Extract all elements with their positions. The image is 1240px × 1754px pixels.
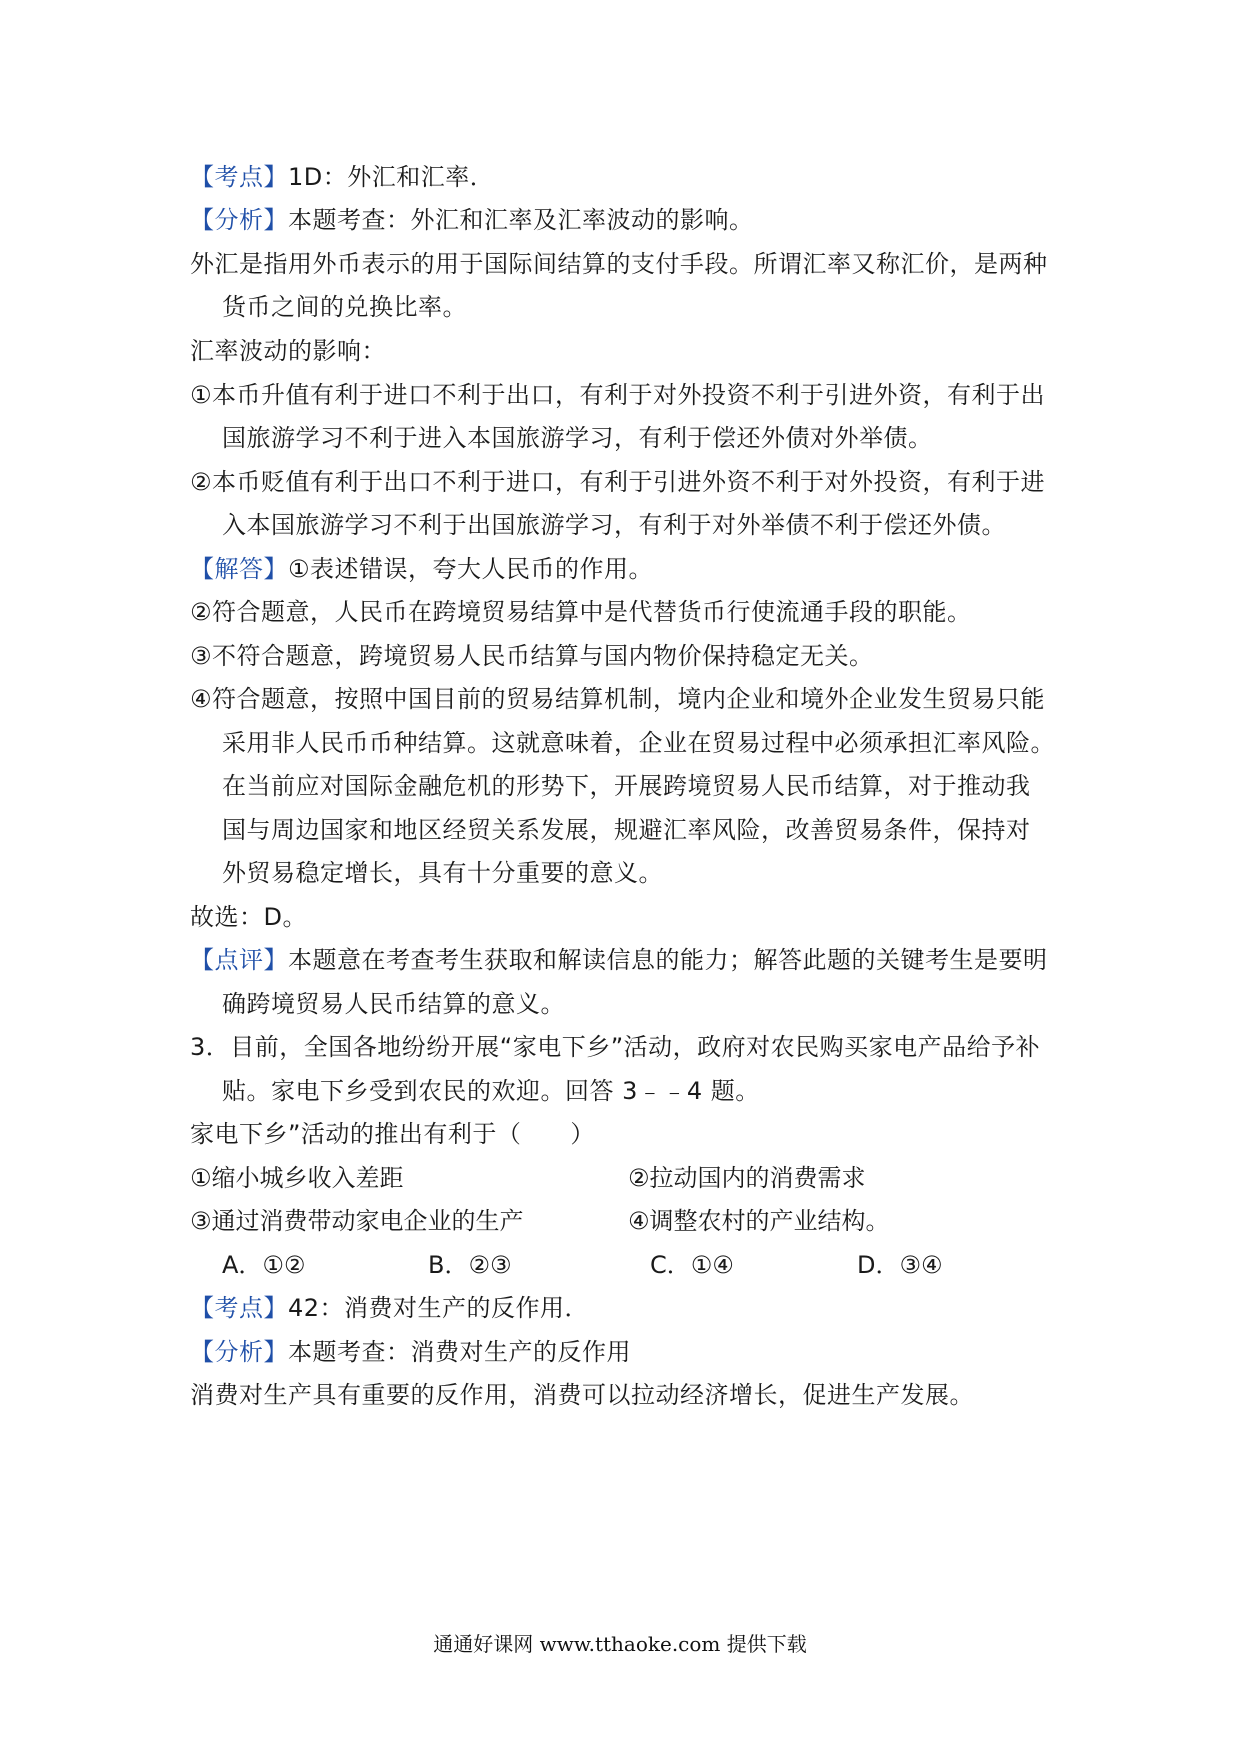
kaodian-text: 1D：外汇和汇率． — [288, 163, 495, 191]
fenxi-text: 本题考查：外汇和汇率及汇率波动的影响。 — [288, 206, 754, 234]
dianping-text: 本题意在考查考生获取和解读信息的能力；解答此题的关键考生是要明 — [288, 946, 1048, 974]
paragraph-line: ①本币升值有利于进口不利于出口，有利于对外投资不利于引进外资，有利于出 — [190, 381, 1046, 409]
paragraph-line: 采用非人民币币种结算。这就意味着，企业在贸易过程中必须承担汇率风险。 — [222, 729, 1055, 757]
paragraph-line: 货币之间的兑换比率。 — [222, 293, 467, 321]
kaodian-tag: 【考点】 — [190, 163, 288, 191]
kaodian-line — [190, 1288, 1070, 1328]
statement-item: ④调整农村的产业结构。 — [628, 1207, 890, 1235]
sub-question: 家电下乡”活动的推出有利于（ ） — [190, 1120, 595, 1148]
kaodian-line — [190, 157, 1070, 197]
statement-item: ②拉动国内的消费需求 — [628, 1164, 866, 1192]
jieda-text: ①表述错误，夸大人民币的作用。 — [288, 555, 654, 583]
paragraph-line: 在当前应对国际金融危机的形势下，开展跨境贸易人民币结算，对于推动我 — [222, 772, 1031, 800]
dianping-tag: 【点评】 — [190, 946, 288, 974]
answer-option-d: D．③④ — [857, 1251, 943, 1279]
paragraph-line: 汇率波动的影响： — [190, 337, 386, 365]
paragraph-line: 外汇是指用外币表示的用于国际间结算的支付手段。所谓汇率又称汇价，是两种 — [190, 250, 1048, 278]
footer-watermark: 通通好课网 www.tthaoke.com 提供下载 — [433, 1632, 807, 1656]
fenxi-line — [190, 200, 1070, 240]
paragraph-line: ③不符合题意，跨境贸易人民币结算与国内物价保持稳定无关。 — [190, 642, 874, 670]
paragraph-line: 外贸易稳定增长，具有十分重要的意义。 — [222, 859, 663, 887]
jieda-tag: 【解答】 — [190, 555, 288, 583]
paragraph-line: 确跨境贸易人民币结算的意义。 — [222, 990, 565, 1018]
fenxi-tag: 【分析】 — [190, 1338, 288, 1366]
paragraph-line: 入本国旅游学习不利于出国旅游学习，有利于对外举债不利于偿还外债。 — [222, 511, 1006, 539]
choice-line: 故选：D。 — [190, 903, 307, 931]
paragraph-line: ②符合题意，人民币在跨境贸易结算中是代替货币行使流通手段的职能。 — [190, 598, 972, 626]
fenxi-tag: 【分析】 — [190, 206, 288, 234]
paragraph-line: ②本币贬值有利于出口不利于进口，有利于引进外资不利于对外投资，有利于进 — [190, 468, 1046, 496]
answer-option-c: C．①④ — [650, 1251, 734, 1279]
kaodian-tag: 【考点】 — [190, 1294, 288, 1322]
dianping-line — [190, 940, 1070, 980]
paragraph-line: 消费对生产具有重要的反作用，消费可以拉动经济增长，促进生产发展。 — [190, 1381, 974, 1409]
question-stem: 贴。家电下乡受到农民的欢迎。回答 3﹣﹣4 题。 — [222, 1077, 760, 1105]
jieda-line — [190, 549, 1070, 589]
paragraph-line: ④符合题意，按照中国目前的贸易结算机制，境内企业和境外企业发生贸易只能 — [190, 685, 1046, 713]
fenxi-text: 本题考查：消费对生产的反作用 — [288, 1338, 631, 1366]
kaodian-text: 42：消费对生产的反作用． — [288, 1294, 590, 1322]
statement-item: ①缩小城乡收入差距 — [190, 1164, 404, 1192]
paragraph-line: 国旅游学习不利于进入本国旅游学习，有利于偿还外债对外举债。 — [222, 424, 933, 452]
paragraph-line: 国与周边国家和地区经贸关系发展，规避汇率风险，改善贸易条件，保持对 — [222, 816, 1031, 844]
fenxi-line — [190, 1332, 1070, 1372]
question-stem: 3．目前，全国各地纷纷开展“家电下乡”活动，政府对农民购买家电产品给予补 — [190, 1033, 1041, 1061]
statement-item: ③通过消费带动家电企业的生产 — [190, 1207, 524, 1235]
answer-option-a: A．①② — [222, 1251, 306, 1279]
answer-option-b: B．②③ — [428, 1251, 512, 1279]
